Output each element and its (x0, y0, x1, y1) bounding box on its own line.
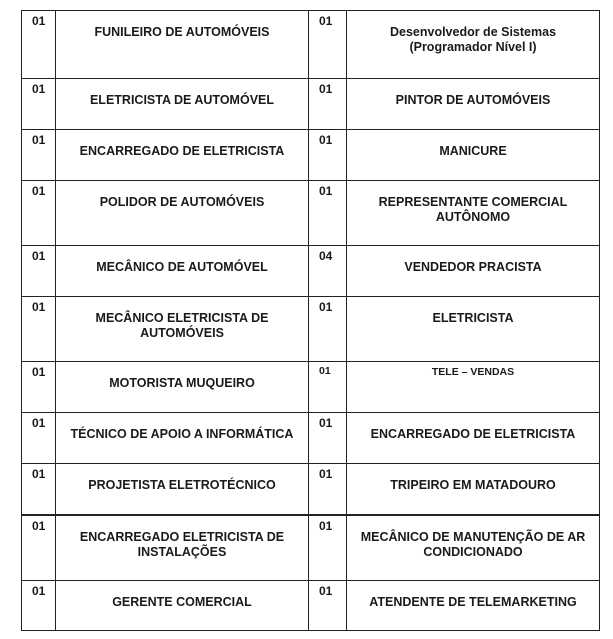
quantity-cell: 01 (309, 515, 347, 581)
job-title: ATENDENTE DE TELEMARKETING (369, 595, 577, 609)
job-title: ENCARREGADO DE ELETRICISTA (79, 144, 285, 158)
job-title-cell (347, 130, 600, 181)
job-title: ELETRICISTA (432, 311, 514, 325)
job-title-cell (347, 413, 600, 464)
job-title: GERENTE COMERCIAL (112, 595, 252, 609)
job-title: FUNILEIRO DE AUTOMÓVEIS (94, 25, 270, 39)
quantity-cell: 01 (309, 130, 347, 181)
job-openings-table (21, 10, 600, 631)
job-title-cell (347, 515, 600, 581)
job-title: TELE – VENDAS (431, 366, 515, 378)
job-title-cell (347, 181, 600, 246)
table-row (22, 130, 600, 181)
job-title-cell (56, 515, 309, 581)
job-title: Desenvolvedor de Sistemas (Programador Nível I) (389, 25, 557, 54)
table-row (22, 11, 600, 79)
job-title-cell (56, 79, 309, 130)
quantity-cell: 01 (22, 413, 56, 464)
quantity-cell: 01 (22, 515, 56, 581)
job-title: MECÂNICO ELETRICISTA DE AUTOMÓVEIS (95, 311, 269, 340)
job-title-cell (56, 581, 309, 631)
table-row (22, 246, 600, 297)
job-title-cell (347, 246, 600, 297)
job-title: POLIDOR DE AUTOMÓVEIS (99, 195, 265, 209)
job-title-cell (56, 297, 309, 362)
job-title: ENCARREGADO DE ELETRICISTA (370, 427, 576, 441)
job-title: VENDEDOR PRACISTA (404, 260, 542, 274)
quantity-cell: 01 (22, 79, 56, 130)
table-row (22, 297, 600, 362)
job-title-cell (56, 181, 309, 246)
quantity-cell: 01 (309, 464, 347, 515)
job-title-cell (347, 79, 600, 130)
job-title: PINTOR DE AUTOMÓVEIS (395, 93, 551, 107)
job-title-cell (56, 464, 309, 515)
job-title: MANICURE (439, 144, 507, 158)
job-title-cell (347, 297, 600, 362)
quantity-cell: 01 (309, 362, 347, 413)
table-row (22, 515, 600, 581)
quantity-cell: 01 (22, 130, 56, 181)
table-row (22, 413, 600, 464)
table-row (22, 581, 600, 631)
quantity-cell: 01 (22, 464, 56, 515)
job-title: ELETRICISTA DE AUTOMÓVEL (89, 93, 275, 107)
job-title-cell (56, 246, 309, 297)
job-title: MOTORISTA MUQUEIRO (109, 376, 255, 390)
table-row (22, 362, 600, 413)
job-title-cell (56, 130, 309, 181)
job-title: MECÂNICO DE AUTOMÓVEL (96, 260, 268, 274)
job-title-cell (56, 362, 309, 413)
job-title: TRIPEIRO EM MATADOURO (390, 478, 556, 492)
quantity-cell: 01 (22, 181, 56, 246)
quantity-cell: 01 (309, 413, 347, 464)
quantity-cell: 01 (22, 581, 56, 631)
table-row (22, 464, 600, 515)
job-title: REPRESENTANTE COMERCIAL AUTÔNOMO (378, 195, 568, 224)
table-row (22, 181, 600, 246)
quantity-cell: 01 (309, 297, 347, 362)
quantity-cell: 01 (309, 79, 347, 130)
quantity-cell: 01 (22, 246, 56, 297)
job-title: TÉCNICO DE APOIO A INFORMÁTICA (70, 427, 294, 441)
job-title-cell (347, 581, 600, 631)
job-title-cell (347, 362, 600, 413)
job-title-cell (347, 11, 600, 79)
job-title: ENCARREGADO ELETRICISTA DE INSTALAÇÕES (79, 529, 285, 559)
quantity-cell: 01 (309, 581, 347, 631)
job-title: PROJETISTA ELETROTÉCNICO (88, 478, 276, 492)
job-title-cell (56, 11, 309, 79)
job-title: MECÂNICO DE MANUTENÇÃO DE AR CONDICIONADO (360, 529, 586, 559)
quantity-cell: 01 (309, 181, 347, 246)
quantity-cell: 01 (22, 362, 56, 413)
quantity-cell: 01 (309, 11, 347, 79)
quantity-cell: 04 (309, 246, 347, 297)
quantity-cell: 01 (22, 11, 56, 79)
job-title-cell (56, 413, 309, 464)
job-title-cell (347, 464, 600, 515)
quantity-cell: 01 (22, 297, 56, 362)
table-row (22, 79, 600, 130)
